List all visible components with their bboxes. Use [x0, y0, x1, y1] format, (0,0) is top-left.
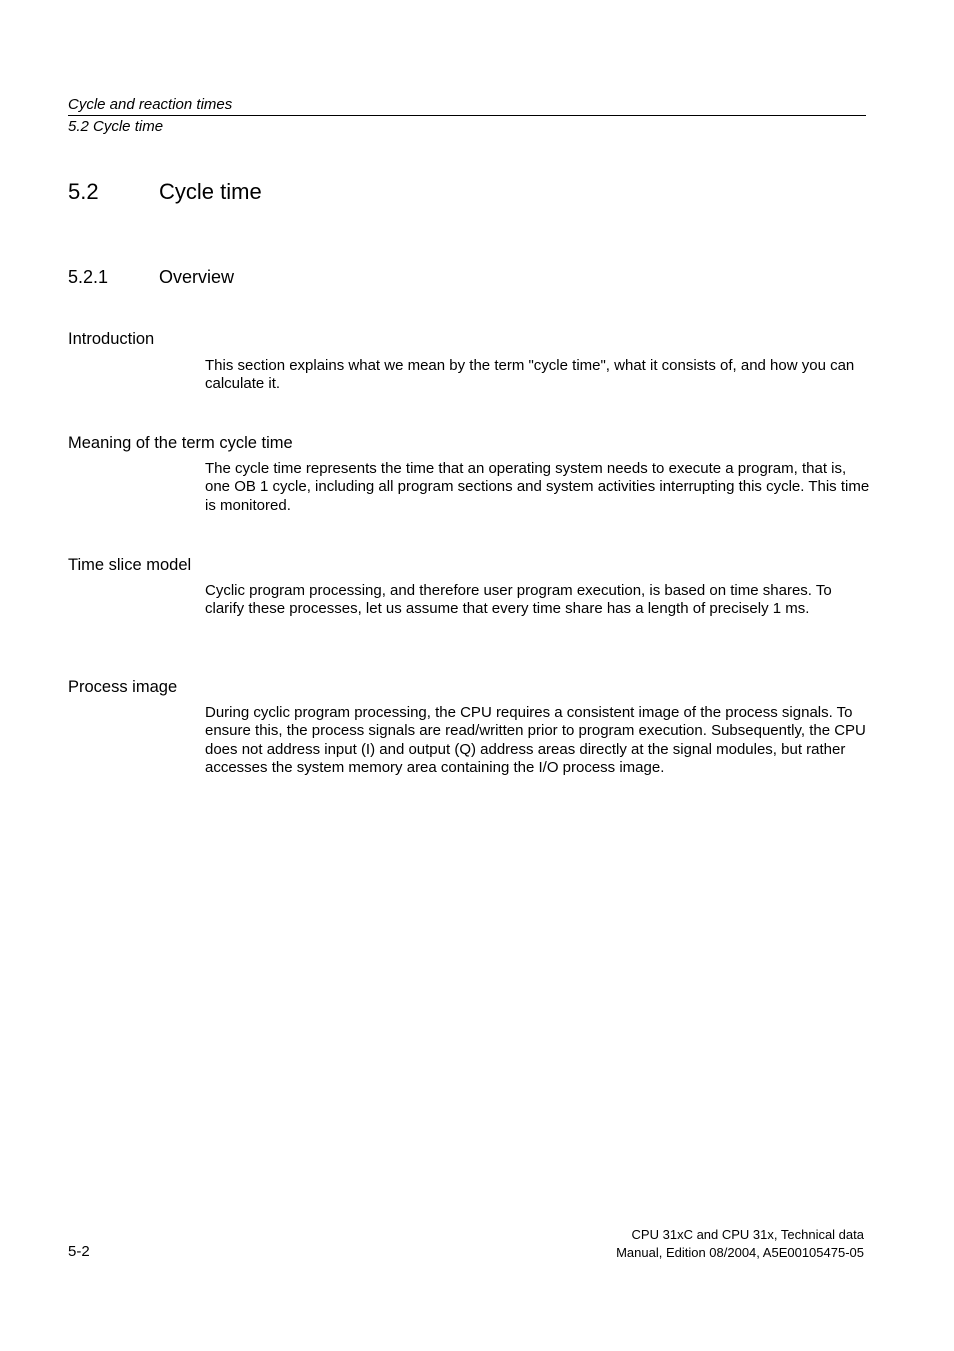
section-title: Cycle time — [159, 179, 262, 204]
header-section: 5.2 Cycle time — [68, 118, 164, 135]
introduction-text: This section explains what we mean by the term "cycle time", what it consists of, and how you can calculate it. — [205, 357, 855, 393]
header-chapter: Cycle and reaction times — [68, 95, 866, 116]
time-slice-heading: Time slice model — [68, 556, 192, 574]
footer-doc-info — [616, 1226, 864, 1262]
time-slice-text: Cyclic program processing, and therefore user program execution, is based on time shares. To clarify these processes, let us assume that every time share has a length of precisely 1 ms. — [205, 582, 832, 618]
footer-doc-edition: Manual, Edition 08/2004, A5E00105475-05 — [616, 1245, 864, 1260]
process-image-heading: Process image — [68, 678, 178, 696]
process-image-text: During cyclic program processing, the CPU requires a consistent image of the process signals. To ensure this, the process signals are read/written prior to program execution. Subsequently, the CPU does not address input (I) and output (Q) address areas directly at the signal modules, but rather accesses the system memory area containing the I/O process image. — [205, 704, 866, 776]
section-number: 5.2 — [68, 179, 99, 204]
meaning-heading: Meaning of the term cycle time — [68, 434, 293, 452]
subsection-heading — [68, 266, 234, 288]
section-heading — [68, 178, 262, 206]
introduction-heading: Introduction — [68, 330, 155, 348]
subsection-number: 5.2.1 — [68, 267, 109, 287]
running-header — [68, 95, 866, 136]
meaning-text: The cycle time represents the time that an operating system needs to execute a program, that is, one OB 1 cycle, including all program sections and system activities interrupting this cycle. This time is monitored. — [205, 460, 870, 514]
page-number: 5-2 — [68, 1243, 90, 1260]
footer-doc-title: CPU 31xC and CPU 31x, Technical data — [631, 1227, 864, 1242]
subsection-title: Overview — [159, 267, 235, 287]
